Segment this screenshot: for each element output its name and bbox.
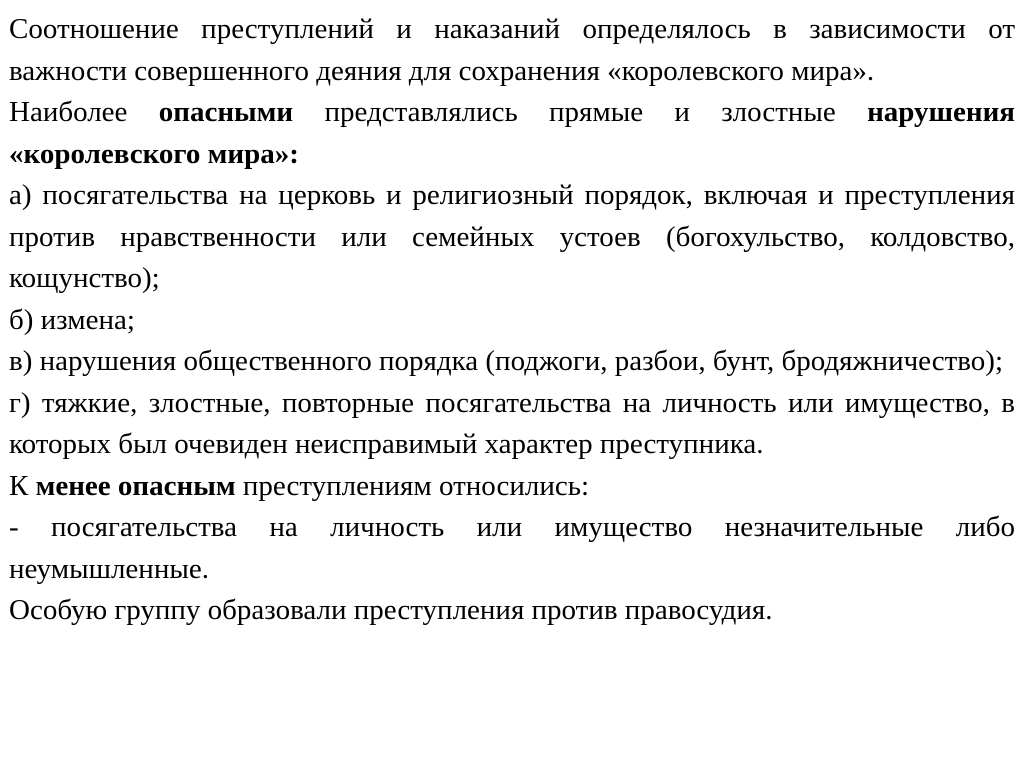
- list-item-g: г) тяжкие, злостные, повторные посягательства на личность или имущество, в которых был очевиден неисправимый характер преступника.: [9, 386, 1015, 460]
- dangerous-mid-text: представлялись прямые и злостные: [293, 96, 868, 128]
- justice-crimes-paragraph: Особую группу образовали преступления против правосудия.: [9, 594, 773, 626]
- intro-paragraph: Соотношение преступлений и наказаний определялось в зависимости от важности совершенного деяния для сохранения «королевского мира».: [9, 13, 1015, 87]
- list-item-v: в) нарушения общественного порядка (поджоги, разбои, бунт, бродяжничество);: [9, 345, 1004, 377]
- less-dangerous-intro-text: К: [9, 469, 36, 502]
- less-dangerous-paragraph: [9, 466, 1015, 508]
- dangerous-intro-text: Наиболее: [9, 96, 159, 128]
- dangerous-crimes-paragraph: [9, 92, 1015, 175]
- minor-offenses-item: - посягательства на личность или имущество незначительные либо неумышленные.: [9, 511, 1015, 585]
- list-item-a: а) посягательства на церковь и религиозный порядок, включая и преступления против нравственности или семейных устоев (богохульство, колдовство, кощунство);: [9, 179, 1015, 294]
- less-dangerous-tail-text: преступлениям относились:: [235, 469, 590, 502]
- less-dangerous-bold-term: менее опасным: [35, 469, 236, 502]
- list-item-b: б) измена;: [9, 303, 135, 336]
- royal-peace-violations-bold: нарушения «королевского мира»:: [9, 96, 1015, 170]
- slide-text-body: [9, 9, 1015, 632]
- dangerous-bold-term: опасными: [158, 96, 294, 128]
